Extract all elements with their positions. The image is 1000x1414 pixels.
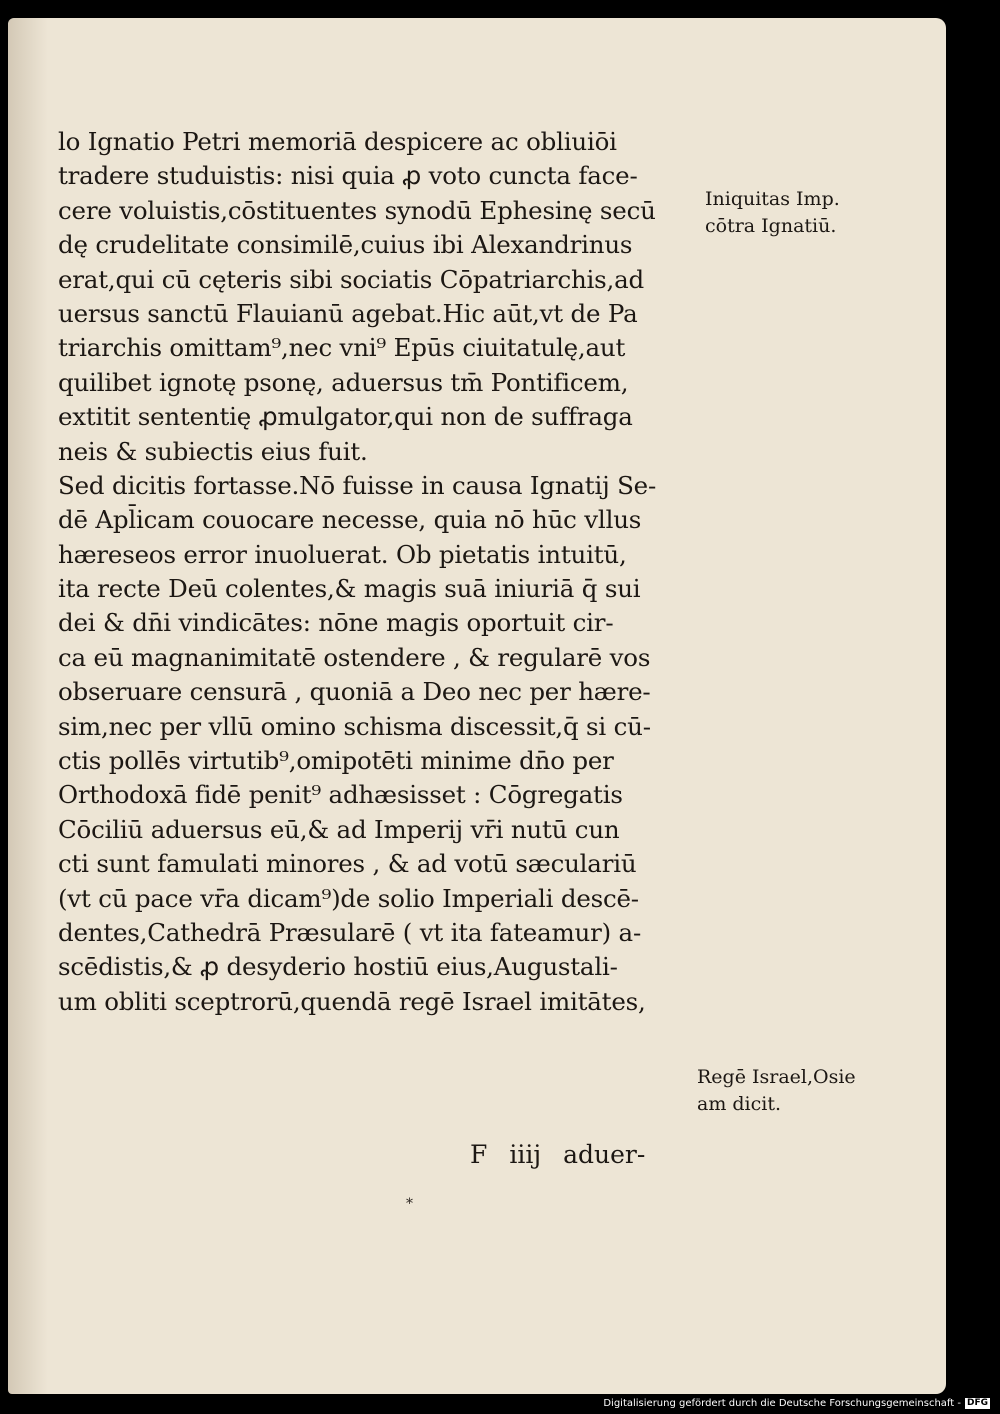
signature-number: iiij [509,1140,542,1169]
printer-mark: * [406,1196,413,1212]
text-line: cere voluistis,cōstituentes synodū Ephesinę secū [58,195,656,225]
marginal-note-1-line-1: Iniquitas Imp. [705,188,840,210]
text-line: tradere studuistis: nisi quia ꝓ voto cuncta face- [58,161,638,191]
text-line: cti sunt famulati minores , & ad votū sæculariū [58,849,637,879]
text-line: uersus sanctū Flauianū agebat.Hic aūt,vt de Pa [58,298,638,328]
text-line: Cōciliū aduersus eū,& ad Imperij vr̄i nutū cun [58,814,620,844]
main-text-block [58,125,708,1019]
text-line: um obliti sceptrorū,quendā regē Israel imitātes, [58,986,646,1016]
text-line: dei & dn̄i vindicātes: nōne magis oportuit cir- [58,608,614,638]
text-line: triarchis omittam⁹,nec vni⁹ Epūs ciuitatulę,aut [58,333,626,363]
marginal-note-1 [705,186,840,240]
text-line: lo Ignatio Petri memoriā despicere ac obliuiōi [58,127,617,156]
marginal-note-1-line-2: cōtra Ignatiū. [705,215,837,237]
text-line: ita recte Deū colentes,& magis suā iniuriā q̄ sui [58,574,641,604]
text-line: extitit sententię ꝓmulgator,qui non de suffraga [58,402,633,432]
text-line: quilibet ignotę psonę, aduersus tm̄ Pontificem, [58,367,629,397]
text-line: ctis pollēs virtutib⁹,omipotēti minime dn̄o per [58,746,614,776]
footer-text: Digitalisierung gefördert durch die Deutsche Forschungsgemeinschaft - [603,1398,961,1409]
marginal-note-2-line-1: Regē Israel,Osie [697,1066,856,1088]
catchword: aduer- [563,1140,646,1169]
text-line: erat,qui cū cęteris sibi sociatis Cōpatriarchis,ad [58,264,645,294]
marginal-note-2-line-2: am dicit. [697,1093,782,1115]
text-line: dentes,Cathedrā Præsularē ( vt ita fateamur) a- [58,917,642,947]
signature-line [470,1138,667,1172]
text-line: neis & subiectis eius fuit. [58,436,368,466]
book-page [8,18,946,1394]
marginal-note-2 [697,1064,856,1118]
text-line: dę crudelitate consimilē,cuius ibi Alexandrinus [58,230,633,260]
text-line: obseruare censurā , quoniā a Deo nec per hære- [58,677,651,707]
text-line: dē Apl̄icam couocare necesse, quia nō hūc vllus [58,505,642,535]
text-line: scēdistis,& ꝓ desyderio hostiū eius,Augustali- [58,952,618,982]
signature-mark: F [470,1140,488,1169]
text-line: Orthodoxā fidē penit⁹ adhæsisset : Cōgregatis [58,780,623,810]
text-line: Sed dicitis fortasse.Nō fuisse in causa Ignatij Se- [58,470,657,500]
text-line: sim,nec per vllū omino schisma discessit,q̄ si cū- [58,711,651,741]
text-line: hæreseos error inuoluerat. Ob pietatis intuitū, [58,539,627,569]
digitization-footer [603,1398,990,1409]
dfg-logo-icon: DFG [966,1398,988,1408]
text-line: ca eū magnanimitatē ostendere , & regularē vos [58,642,651,672]
text-line: (vt cū pace vr̄a dicam⁹)de solio Imperiali descē- [58,883,639,913]
